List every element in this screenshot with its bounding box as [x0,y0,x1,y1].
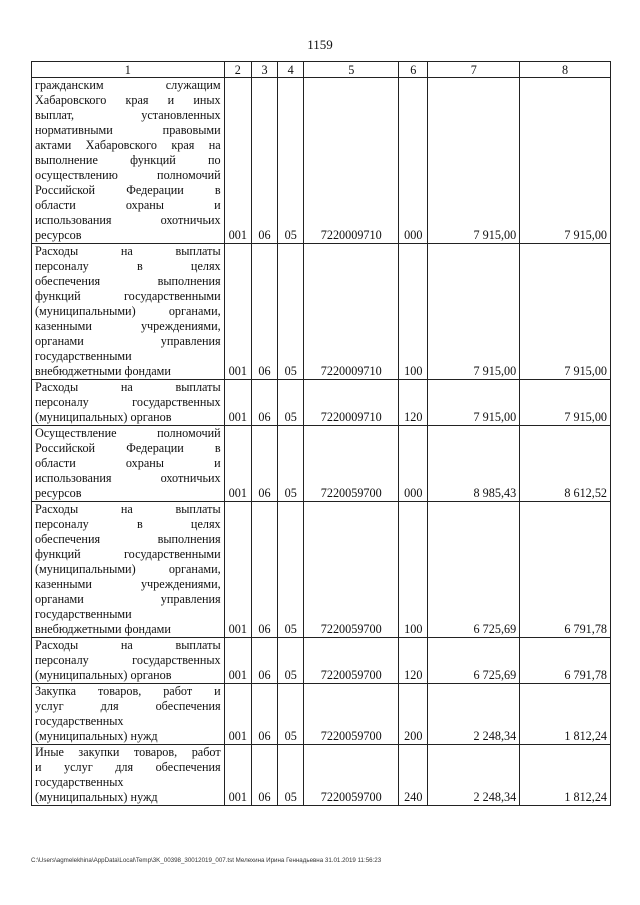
description-line: Расходы на выплаты [35,244,221,258]
table-row [32,684,611,745]
code-expense-type: 120 [399,638,428,684]
code-section: 06 [251,380,277,426]
header-col-3: 3 [251,62,277,78]
code-subsection: 05 [278,78,304,244]
table-row [32,638,611,684]
table-row [32,745,611,806]
description-line: персоналу в целях [35,517,221,531]
description-line: Осуществление полномочий [35,426,221,440]
budget-table [31,61,611,806]
amount-col-8: 6 791,78 [520,502,611,638]
code-ministry: 001 [224,638,251,684]
code-subsection: 05 [278,426,304,502]
header-col-5: 5 [304,62,399,78]
code-ministry: 001 [224,426,251,502]
table-row [32,426,611,502]
code-ministry: 001 [224,78,251,244]
description-line: нормативными правовыми [35,123,221,137]
description-line: Российской Федерации в [35,441,221,455]
code-target-article: 7220009710 [304,78,399,244]
code-expense-type: 100 [399,244,428,380]
description-line: осуществлению полномочий [35,168,221,182]
description-line: гражданским служащим [35,78,221,92]
description-line: области охраны и [35,456,221,470]
description-line: актами Хабаровского края на [35,138,221,152]
code-subsection: 05 [278,745,304,806]
row-description [32,244,225,380]
code-ministry: 001 [224,380,251,426]
description-line: государственными [35,607,132,621]
description-line: услуг для обеспечения [35,699,221,713]
code-subsection: 05 [278,684,304,745]
code-target-article: 7220059700 [304,638,399,684]
code-expense-type: 000 [399,78,428,244]
amount-col-7: 6 725,69 [428,638,520,684]
description-line: использования охотничьих [35,213,221,227]
table-row [32,380,611,426]
row-description [32,684,225,745]
description-line: Хабаровского края и иных [35,93,221,107]
description-line: внебюджетными фондами [35,364,171,378]
description-line: обеспечения выполнения [35,532,221,546]
code-target-article: 7220009710 [304,380,399,426]
code-ministry: 001 [224,745,251,806]
description-line: ресурсов [35,228,82,242]
description-line: внебюджетными фондами [35,622,171,636]
description-line: государственных [35,714,124,728]
description-line: функций государственными [35,547,221,561]
description-line: выплат, установленных [35,108,221,122]
description-line: Закупка товаров, работ и [35,684,221,698]
row-description [32,78,225,244]
amount-col-8: 1 812,24 [520,745,611,806]
header-col-4: 4 [278,62,304,78]
code-subsection: 05 [278,638,304,684]
amount-col-8: 8 612,52 [520,426,611,502]
code-section: 06 [251,745,277,806]
description-line: функций государственными [35,289,221,303]
amount-col-7: 7 915,00 [428,244,520,380]
amount-col-7: 6 725,69 [428,502,520,638]
amount-col-8: 1 812,24 [520,684,611,745]
description-line: Российской Федерации в [35,183,221,197]
header-col-2: 2 [224,62,251,78]
description-line: области охраны и [35,198,221,212]
table-row [32,502,611,638]
description-line: органами управления [35,334,221,348]
description-line: персоналу государственных [35,395,221,409]
code-expense-type: 000 [399,426,428,502]
description-line: ресурсов [35,486,82,500]
header-row [32,62,611,78]
description-line: выполнение функций по [35,153,221,167]
description-line: использования охотничьих [35,471,221,485]
row-description [32,502,225,638]
header-col-7: 7 [428,62,520,78]
code-ministry: 001 [224,244,251,380]
code-ministry: 001 [224,502,251,638]
amount-col-7: 2 248,34 [428,745,520,806]
description-line: (муниципальных) нужд [35,729,158,743]
description-line: государственных [35,775,124,789]
description-line: органами управления [35,592,221,606]
amount-col-7: 7 915,00 [428,78,520,244]
row-description [32,380,225,426]
row-description [32,426,225,502]
code-section: 06 [251,638,277,684]
description-line: казенными учреждениями, [35,577,221,591]
amount-col-7: 7 915,00 [428,380,520,426]
amount-col-8: 7 915,00 [520,244,611,380]
page-number: 1159 [307,37,333,52]
code-section: 06 [251,684,277,745]
amount-col-7: 8 985,43 [428,426,520,502]
code-target-article: 7220059700 [304,745,399,806]
description-line: (муниципальных) органов [35,668,172,682]
table-row [32,78,611,244]
code-section: 06 [251,244,277,380]
description-line: и услуг для обеспечения [35,760,221,774]
description-line: персоналу в целях [35,259,221,273]
code-target-article: 7220059700 [304,502,399,638]
description-line: (муниципальных) нужд [35,790,158,804]
code-expense-type: 240 [399,745,428,806]
description-line: казенными учреждениями, [35,319,221,333]
code-section: 06 [251,78,277,244]
code-subsection: 05 [278,244,304,380]
row-description [32,745,225,806]
row-description [32,638,225,684]
code-section: 06 [251,502,277,638]
code-subsection: 05 [278,380,304,426]
code-target-article: 7220059700 [304,426,399,502]
header-col-6: 6 [399,62,428,78]
amount-col-8: 7 915,00 [520,78,611,244]
code-section: 06 [251,426,277,502]
description-line: персоналу государственных [35,653,221,667]
description-line: Расходы на выплаты [35,380,221,394]
amount-col-8: 6 791,78 [520,638,611,684]
description-line: Расходы на выплаты [35,502,221,516]
table-row [32,244,611,380]
code-target-article: 7220059700 [304,684,399,745]
description-line: Расходы на выплаты [35,638,221,652]
code-expense-type: 120 [399,380,428,426]
description-line: Иные закупки товаров, работ [35,745,221,759]
code-subsection: 05 [278,502,304,638]
amount-col-7: 2 248,34 [428,684,520,745]
code-target-article: 7220009710 [304,244,399,380]
description-line: (муниципальными) органами, [35,304,221,318]
code-expense-type: 200 [399,684,428,745]
file-path-footer: C:\Users\agmelekhina\AppData\Local\Temp\3K_00398_30012019_007.tst Мелехина Ирина Геннадьевна 31.01.2019 11:56:23 [31,857,382,864]
description-line: обеспечения выполнения [35,274,221,288]
description-line: (муниципальных) органов [35,410,172,424]
description-line: государственными [35,349,132,363]
code-expense-type: 100 [399,502,428,638]
header-col-8: 8 [520,62,611,78]
amount-col-8: 7 915,00 [520,380,611,426]
header-col-1: 1 [32,62,225,78]
description-line: (муниципальными) органами, [35,562,221,576]
code-ministry: 001 [224,684,251,745]
